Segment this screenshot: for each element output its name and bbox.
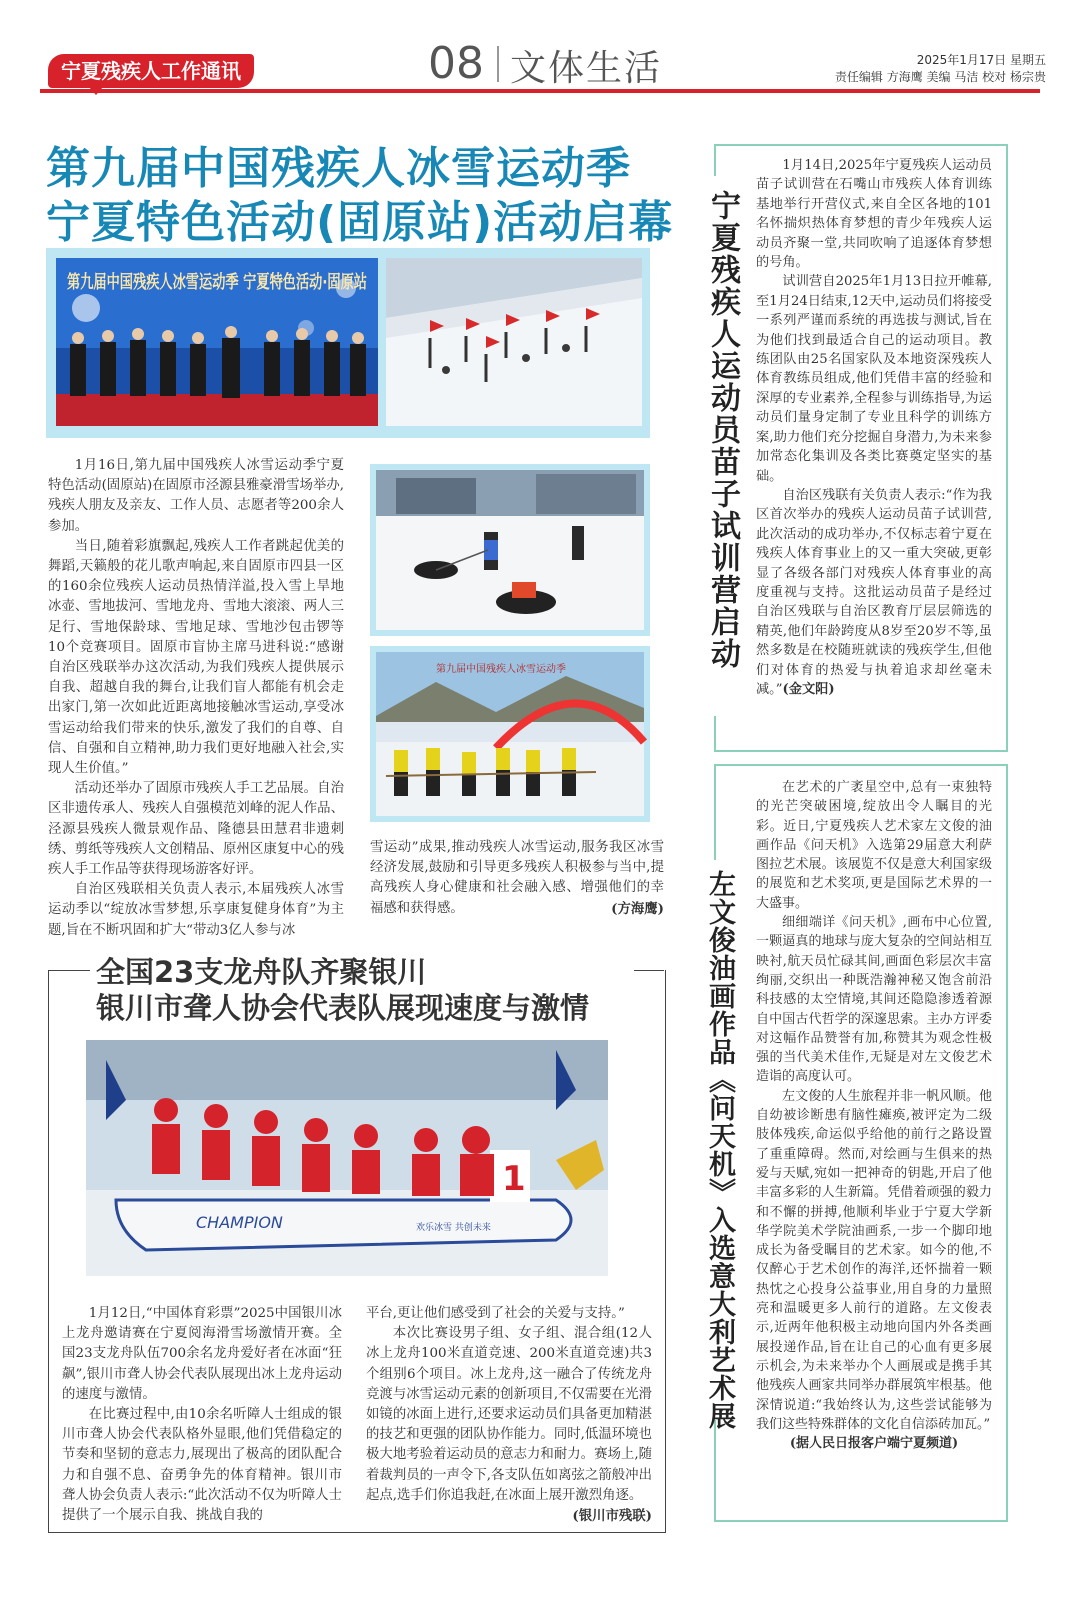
article1-headline-line2: 宁夏特色活动(固原站)活动启幕 xyxy=(46,197,674,248)
article4-paragraph: 细细端详《问天机》,画布中心位置,一颗逼真的地球与庞大复杂的空间站相互映衬,航天员忙碌其间,画面色彩层次丰富绚丽,交织出一种既浩瀚神秘又饱含前沿科技感的太空情境,其间还隐隐渗透着源自中国古代哲学的深邃思索。主办方评委对这幅作品赞誉有加,称赞其为观念性极强的当代美术佳作,无疑是对左文俊艺术造诣的高度认可。 xyxy=(756,915,992,1085)
article2-paragraph-text: 本次比赛设男子组、女子组、混合组(12人冰上龙舟100米直道竞速、200米直道竞速)共3个组别6个项目。冰上龙舟,这一融合了传统龙舟竞渡与冰雪运动元素的创新项目,不仅需要在光滑如镜的冰面上进行,还要求运动员们具备更加精湛的技艺和更强的团队协作能力。同时,低温环境也极大地考验着运动员的意志力和耐力。赛场上,随着裁判员的一声令下,各支队伍如离弦之箭般冲出起点,选手们你追我赶,在冰面上展开激烈角逐。 xyxy=(366,1326,652,1503)
article4-paragraph: 在艺术的广袤星空中,总有一束独特的光芒突破困境,绽放出令人瞩目的光彩。近日,宁夏残疾人艺术家左文俊的油画作品《问天机》入选第29届意大利萨图拉艺术展。该展览不仅是意大利国家级的展览和艺术奖项,更是国际艺术界的一大盛事。 xyxy=(756,780,992,911)
article1-paragraph: 自治区残联相关负责人表示,本届残疾人冰雪运动季以“绽放冰雪梦想,乐享康复健身体育”为主题,旨在不断巩固和扩大“带动3亿人参与冰 xyxy=(48,882,344,938)
article1-right-body xyxy=(370,838,664,919)
article2-headline-line2: 银川市聋人协会代表队展现速度与激情 xyxy=(96,991,590,1025)
boat-number: 1 xyxy=(502,1159,526,1199)
section-title: 文体生活 xyxy=(510,48,663,89)
article2-left-body xyxy=(62,1304,342,1526)
article1-paragraph: 当日,随着彩旗飘起,残疾人工作者跳起优美的舞蹈,天籁般的花儿歌声响起,来自固原市四县一区的160余位残疾人运动员热情洋溢,投入雪上旱地冰壶、雪地拔河、雪地龙舟、雪地大滚滚、两人三足行、雪地保龄球、雪地足球、雪地沙包击锣等10个竞赛项目。固原市盲协主席马进科说:“感谢自治区残联举办这次活动,为我们残疾人提供展示自我、超越自我的舞台,让我们盲人都能有机会走出家门,第一次如此近距离地接触冰雪运动,享受冰雪运动给我们带来的快乐,激发了我们的自尊、自信、自强和自立精神,助力我们更好地融入社会,实现人生价值。” xyxy=(48,538,344,777)
article1-paragraph: 活动还举办了固原市残疾人手工艺品展。自治区非遗传承人、残疾人自强模范刘峰的泥人作品、泾源县残疾人微景观作品、隆德县田慧君非遗刺绣、剪纸等残疾人文创精品、原州区康复中心的残疾人手工作品等获得现场游客好评。 xyxy=(48,781,344,878)
ceremony-photo xyxy=(56,258,477,426)
snow-tube-photo xyxy=(376,470,644,630)
article3-paragraph-text: 自治区残联有关负责人表示:“作为我区首次举办的残疾人运动员苗子试训营,此次活动的成功举办,不仅标志着宁夏在残疾人体育事业上的又一重大突破,更彰显了各级各部门对残疾人体育事业的高度重视与支持。这批运动员苗子是经过自治区残联与自治区教育厅层层筛选的精英,他们年龄跨度从8岁至20岁不等,虽然多数是在校随班就读的残疾学生,但他们对体育的热爱与执着追求却丝毫未减。” xyxy=(756,487,992,697)
article1-continued-text: 雪运动”成果,推动残疾人冰雪运动,服务我区冰雪经济发展,鼓励和引导更多残疾人积极参与当中,提高残疾人身心健康和社会融入感、增强他们的幸福感和获得感。 xyxy=(370,840,664,916)
header-divider xyxy=(497,46,499,82)
article4-body xyxy=(756,778,992,1453)
article2-headline-line1: 全国23支龙舟队齐聚银川 xyxy=(96,955,427,989)
issue-date: 2025年1月17日 星期五 xyxy=(916,53,1046,67)
article2-top-rule-left xyxy=(48,970,90,971)
article1-paragraph xyxy=(370,838,664,919)
article4-vertical-title: 左文俊油画作品《问天机》入选意大利艺术展 xyxy=(704,870,735,1430)
article2-paragraph xyxy=(366,1324,652,1525)
masthead-badge: 宁夏残疾人工作通讯 xyxy=(48,54,254,88)
header-rule xyxy=(40,89,1040,93)
article3-paragraph xyxy=(756,486,992,699)
article1-paragraph: 1月16日,第九届中国残疾人冰雪运动季宁夏特色活动(固原站)在固原市泾源县雅豪滑雪场举办,残疾人朋友及亲友、工作人员、志愿者等200余人参加。 xyxy=(48,458,344,534)
article3-vertical-title: 宁夏残疾人运动员苗子试训营启动 xyxy=(705,190,740,670)
dateline xyxy=(835,52,1046,86)
article1-headline-line1: 第九届中国残疾人冰雪运动季 xyxy=(46,143,631,194)
article2-right-body xyxy=(366,1304,652,1526)
dragon-boat-photo xyxy=(86,1040,608,1276)
article3-paragraph: 1月14日,2025年宁夏残疾人运动员苗子试训营在石嘴山市残疾人体育训练基地举行开营仪式,来自全区各地的101名怀揣炽热体育梦想的青少年残疾人运动员齐聚一堂,共同吹响了追逐体育梦想的号角。 xyxy=(756,158,992,271)
article3-credit: (金文阳) xyxy=(782,681,835,697)
tug-of-war-photo xyxy=(376,652,644,816)
article2-credit: (银川市残联) xyxy=(572,1508,652,1525)
ski-slope-photo xyxy=(386,258,642,426)
banner-text: 第九届中国残疾人冰雪运动季 宁夏特色活动·固原站 xyxy=(67,272,477,293)
article4-credit: (据人民日报客户端宁夏频道) xyxy=(789,1436,959,1452)
article1-left-body xyxy=(48,456,344,941)
article2-paragraph: 平台,更让他们感受到了社会的关爱与支持。” xyxy=(366,1306,625,1321)
article2-paragraph: 在比赛过程中,由10余名听障人士组成的银川市聋人协会代表队格外显眼,他们凭借稳定的节奏和坚韧的意志力,展现出了极高的团队配合力和自强不息、奋勇争先的体育精神。银川市聋人协会负责人表示:“此次活动不仅为听障人士提供了一个展示自我、挑战自我的 xyxy=(62,1407,342,1524)
article4-paragraph: 左文俊的人生旅程并非一帆风顺。他自幼被诊断患有脑性瘫痪,被评定为二级肢体残疾,命运似乎给他的前行之路设置了重重障碍。然而,对绘画与生俱来的热爱与天赋,宛如一把神奇的钥匙,开启了他丰富多彩的人生新篇。凭借着顽强的毅力和不懈的拼搏,他顺利毕业于宁夏大学新华学院美术学院油画系,一步一个脚印地成长为备受瞩目的艺术家。如今的他,不仅醉心于艺术创作的海洋,还怀揣着一颗热忱之心投身公益事业,用自身的力量照亮和温暖更多人前行的道路。左文俊表示,近两年他积极主动地向国内外各类画展投递作品,旨在让自己的心血有更多展示机会,为未来举办个人画展或是携手其他残疾人画家共同举办群展筑牢根基。他深情说道:“我始终认为,这些尝试能够为我们这些特殊群体的文化自信添砖加瓦。” xyxy=(756,1088,992,1432)
editor-credits: 责任编辑 方海鹰 美编 马洁 校对 杨宗贵 xyxy=(834,70,1046,84)
tug-banner-text: 第九届中国残疾人冰雪运动季 xyxy=(436,664,566,675)
article1-credit: (方海鹰) xyxy=(611,900,664,917)
article3-paragraph: 试训营自2025年1月13日拉开帷幕,至1月24日结束,12天中,运动员们将接受一系列严谨而系统的再选拔与测试,旨在为他们找到最适合自己的运动项目。教练团队由25名国家队及本地资深残疾人体育教练员组成,他们凭借丰富的经验和深厚的专业素养,全程参与训练指导,为运动员们量身定制了专业且科学的训练方案,助力他们充分挖掘自身潜力,为未来参加常态化集训及各类比赛奠定坚实的基础。 xyxy=(756,274,992,484)
page-number: 08 xyxy=(428,38,484,89)
boat-logo-text: CHAMPION xyxy=(196,1213,283,1232)
article3-body xyxy=(756,156,992,699)
article2-paragraph: 1月12日,“中国体育彩票”2025中国银川冰上龙舟邀请赛在宁夏阅海滑雪场激情开赛。全国23支龙舟队伍700余名龙舟爱好者在冰面“狂飙”,银川市聋人协会代表队展现出冰上龙舟运动的速度与激情。 xyxy=(62,1306,342,1402)
boat-slogan: 欢乐冰雪 共创未来 xyxy=(416,1223,491,1233)
article2-top-rule-right xyxy=(634,970,664,971)
